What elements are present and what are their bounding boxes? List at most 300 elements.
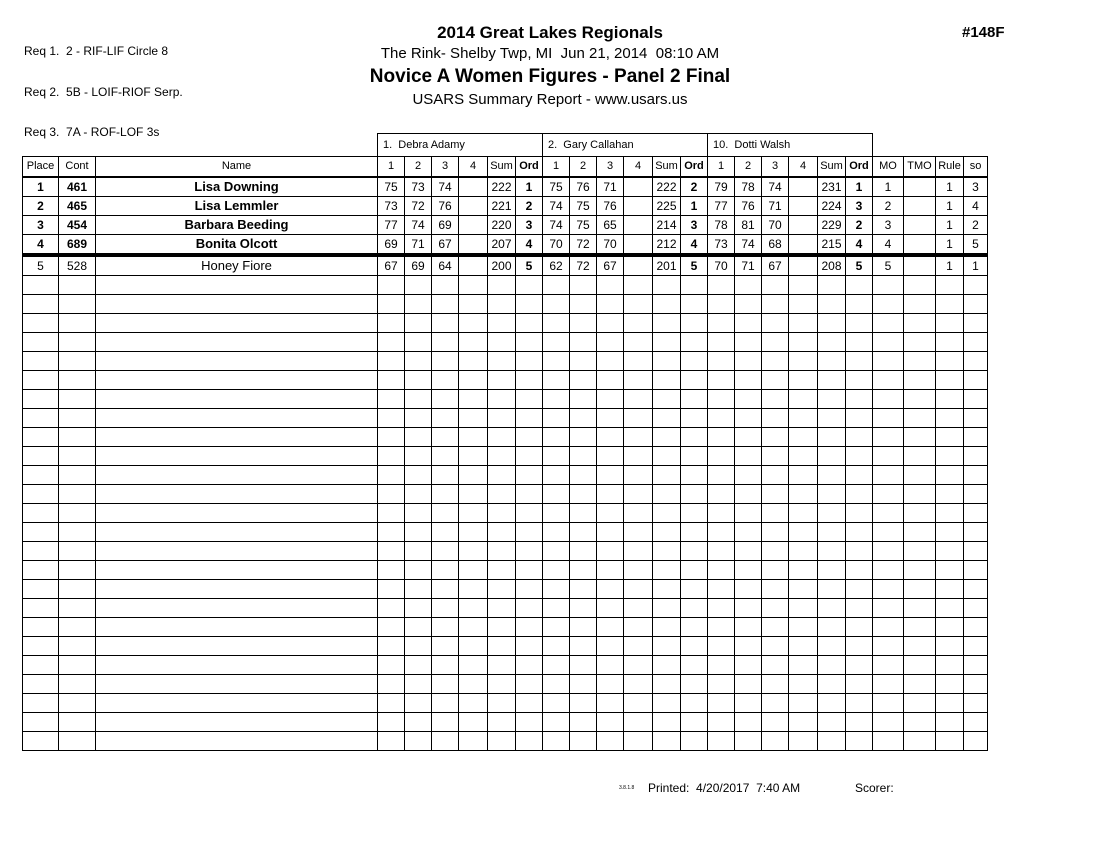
score-cell <box>543 560 570 579</box>
score-cell <box>459 503 488 522</box>
score-cell <box>378 712 405 731</box>
result-row <box>23 196 988 215</box>
place-cell <box>23 636 59 655</box>
so-cell <box>964 541 988 560</box>
rule-cell <box>936 541 964 560</box>
score-cell <box>405 446 432 465</box>
ord-cell <box>681 712 708 731</box>
ord-cell <box>516 712 543 731</box>
results-table <box>22 133 988 751</box>
score-cell <box>459 313 488 332</box>
sum-cell <box>653 598 681 617</box>
score-cell <box>432 541 459 560</box>
mo-cell <box>873 408 904 427</box>
sum-cell <box>653 465 681 484</box>
name-cell <box>96 351 378 370</box>
tmo-cell <box>904 674 936 693</box>
score-cell <box>543 275 570 294</box>
col-header-2: 2 <box>570 157 597 177</box>
ord-cell <box>681 427 708 446</box>
score-cell: 74 <box>405 215 432 234</box>
ord-cell: 5 <box>516 255 543 276</box>
sum-cell <box>818 294 846 313</box>
score-cell <box>459 541 488 560</box>
score-cell <box>570 389 597 408</box>
score-cell <box>432 313 459 332</box>
score-cell: 79 <box>708 177 735 197</box>
score-cell: 65 <box>597 215 624 234</box>
sum-cell <box>818 674 846 693</box>
ord-cell <box>846 693 873 712</box>
col-header-sum: Sum <box>488 157 516 177</box>
tmo-cell <box>904 484 936 503</box>
score-cell <box>762 389 789 408</box>
score-cell <box>624 731 653 750</box>
tmo-cell <box>904 370 936 389</box>
ord-cell <box>681 560 708 579</box>
score-cell <box>597 522 624 541</box>
score-cell <box>624 389 653 408</box>
score-cell: 76 <box>432 196 459 215</box>
ord-cell <box>681 617 708 636</box>
cont-cell: 465 <box>59 196 96 215</box>
score-cell <box>405 655 432 674</box>
ord-cell <box>681 503 708 522</box>
so-cell <box>964 332 988 351</box>
score-cell: 72 <box>570 234 597 255</box>
ord-cell <box>681 693 708 712</box>
sum-cell <box>653 351 681 370</box>
name-cell <box>96 636 378 655</box>
judge-1-name: 1. Debra Adamy <box>378 134 543 157</box>
score-cell <box>432 674 459 693</box>
score-cell <box>708 598 735 617</box>
sum-cell <box>488 598 516 617</box>
place-cell <box>23 693 59 712</box>
place-cell <box>23 712 59 731</box>
score-cell <box>735 636 762 655</box>
score-cell <box>789 313 818 332</box>
score-cell <box>708 351 735 370</box>
score-cell <box>735 674 762 693</box>
score-cell <box>735 655 762 674</box>
name-cell <box>96 674 378 693</box>
score-cell <box>762 275 789 294</box>
score-cell <box>378 294 405 313</box>
cont-cell <box>59 731 96 750</box>
score-cell <box>459 636 488 655</box>
score-cell <box>789 693 818 712</box>
score-cell: 71 <box>762 196 789 215</box>
score-cell <box>459 484 488 503</box>
mo-cell <box>873 598 904 617</box>
score-cell <box>432 370 459 389</box>
name-cell <box>96 693 378 712</box>
ord-cell: 1 <box>681 196 708 215</box>
tmo-cell <box>904 522 936 541</box>
score-cell <box>459 215 488 234</box>
ord-cell <box>516 427 543 446</box>
score-cell: 67 <box>432 234 459 255</box>
score-cell <box>762 503 789 522</box>
sum-cell <box>653 560 681 579</box>
ord-cell <box>516 275 543 294</box>
score-cell <box>543 655 570 674</box>
sum-cell <box>653 731 681 750</box>
mo-cell <box>873 674 904 693</box>
col-header-mo: MO <box>873 157 904 177</box>
score-cell <box>405 332 432 351</box>
sum-cell <box>818 598 846 617</box>
so-cell <box>964 484 988 503</box>
sum-cell <box>488 332 516 351</box>
ord-cell <box>681 579 708 598</box>
score-cell <box>708 370 735 389</box>
score-cell <box>762 332 789 351</box>
name-cell <box>96 389 378 408</box>
score-cell: 68 <box>762 234 789 255</box>
event-title: Novice A Women Figures - Panel 2 Final <box>369 66 731 87</box>
score-cell <box>543 712 570 731</box>
mo-cell <box>873 731 904 750</box>
so-cell <box>964 598 988 617</box>
ord-cell <box>846 560 873 579</box>
so-cell <box>964 446 988 465</box>
report-header <box>0 22 1100 110</box>
place-cell: 2 <box>23 196 59 215</box>
score-cell <box>543 294 570 313</box>
sum-cell <box>488 636 516 655</box>
empty-row <box>23 731 988 750</box>
rule-cell <box>936 427 964 446</box>
score-cell <box>708 465 735 484</box>
score-cell <box>459 731 488 750</box>
score-cell <box>459 712 488 731</box>
empty-row <box>23 351 988 370</box>
ord-cell <box>516 579 543 598</box>
sum-cell <box>653 674 681 693</box>
ord-cell <box>846 503 873 522</box>
score-cell <box>405 617 432 636</box>
ord-cell: 2 <box>846 215 873 234</box>
score-cell <box>789 503 818 522</box>
empty-row <box>23 655 988 674</box>
score-cell: 67 <box>378 255 405 276</box>
col-header-3: 3 <box>597 157 624 177</box>
name-cell: Barbara Beeding <box>96 215 378 234</box>
ord-cell <box>846 465 873 484</box>
requirement-line: Req 3. 7A - ROF-LOF 3s <box>24 125 160 139</box>
score-cell <box>597 275 624 294</box>
score-cell <box>624 541 653 560</box>
score-cell <box>432 617 459 636</box>
sum-cell: 229 <box>818 215 846 234</box>
sum-cell: 220 <box>488 215 516 234</box>
score-cell <box>735 617 762 636</box>
rule-cell <box>936 332 964 351</box>
score-cell <box>624 215 653 234</box>
score-cell <box>735 598 762 617</box>
score-cell <box>543 674 570 693</box>
judge-3-name: 10. Dotti Walsh <box>708 134 873 157</box>
ord-cell <box>681 389 708 408</box>
score-cell: 71 <box>597 177 624 197</box>
score-cell <box>708 503 735 522</box>
rule-cell <box>936 294 964 313</box>
name-cell <box>96 617 378 636</box>
place-cell <box>23 313 59 332</box>
ord-cell <box>846 484 873 503</box>
score-cell <box>405 313 432 332</box>
score-cell: 73 <box>378 196 405 215</box>
score-cell <box>432 579 459 598</box>
score-cell <box>624 427 653 446</box>
mo-cell <box>873 389 904 408</box>
score-cell <box>597 389 624 408</box>
so-cell: 1 <box>964 255 988 276</box>
ord-cell <box>681 275 708 294</box>
score-cell <box>735 294 762 313</box>
score-cell <box>459 234 488 255</box>
sum-cell <box>818 503 846 522</box>
ord-cell: 3 <box>846 196 873 215</box>
cont-cell <box>59 617 96 636</box>
ord-cell <box>681 731 708 750</box>
ord-cell <box>681 636 708 655</box>
empty-row <box>23 712 988 731</box>
score-cell <box>708 731 735 750</box>
score-cell <box>624 446 653 465</box>
sum-cell <box>653 389 681 408</box>
sum-cell <box>818 408 846 427</box>
score-cell <box>708 332 735 351</box>
tmo-cell <box>904 408 936 427</box>
column-header-row <box>23 157 988 177</box>
score-cell: 70 <box>543 234 570 255</box>
place-cell <box>23 370 59 389</box>
sum-cell <box>653 408 681 427</box>
place-cell <box>23 617 59 636</box>
printed-timestamp: Printed: 4/20/2017 7:40 AM <box>648 781 801 795</box>
score-cell <box>378 503 405 522</box>
judge-header-row <box>23 134 988 157</box>
name-cell <box>96 503 378 522</box>
sum-cell <box>488 522 516 541</box>
score-cell: 74 <box>543 196 570 215</box>
score-cell <box>762 655 789 674</box>
score-cell <box>597 731 624 750</box>
score-cell <box>405 275 432 294</box>
score-cell <box>378 598 405 617</box>
score-cell: 77 <box>708 196 735 215</box>
score-cell <box>432 389 459 408</box>
score-cell <box>543 446 570 465</box>
place-cell <box>23 560 59 579</box>
score-cell: 73 <box>405 177 432 197</box>
mo-cell <box>873 636 904 655</box>
sum-cell <box>488 731 516 750</box>
ord-cell <box>846 617 873 636</box>
score-cell <box>624 598 653 617</box>
sum-cell <box>488 655 516 674</box>
ord-cell <box>846 332 873 351</box>
score-cell <box>570 275 597 294</box>
place-cell <box>23 541 59 560</box>
report-type-line: USARS Summary Report - www.usars.us <box>412 91 688 108</box>
empty-row <box>23 446 988 465</box>
tmo-cell <box>904 389 936 408</box>
score-cell <box>789 598 818 617</box>
score-cell <box>789 674 818 693</box>
score-cell: 76 <box>735 196 762 215</box>
cont-cell <box>59 446 96 465</box>
rule-cell <box>936 655 964 674</box>
cont-cell <box>59 332 96 351</box>
requirement-line: Req 1. 2 - RIF-LIF Circle 8 <box>24 44 169 58</box>
score-cell: 72 <box>570 255 597 276</box>
name-cell <box>96 655 378 674</box>
col-header-4: 4 <box>459 157 488 177</box>
score-cell <box>432 294 459 313</box>
results-tbody <box>23 177 988 751</box>
sum-cell: 212 <box>653 234 681 255</box>
name-cell <box>96 332 378 351</box>
col-header-name: Name <box>96 157 378 177</box>
score-cell <box>597 446 624 465</box>
tmo-cell <box>904 294 936 313</box>
rule-cell <box>936 446 964 465</box>
score-cell <box>624 674 653 693</box>
score-cell: 72 <box>405 196 432 215</box>
place-cell <box>23 275 59 294</box>
ord-cell <box>516 294 543 313</box>
score-cell <box>378 446 405 465</box>
ord-cell <box>681 294 708 313</box>
place-cell <box>23 389 59 408</box>
score-cell <box>543 598 570 617</box>
score-cell <box>624 655 653 674</box>
mo-cell <box>873 617 904 636</box>
mo-cell <box>873 446 904 465</box>
mo-cell <box>873 465 904 484</box>
mo-cell <box>873 579 904 598</box>
col-header-sum: Sum <box>653 157 681 177</box>
sum-cell <box>818 522 846 541</box>
so-cell <box>964 427 988 446</box>
score-cell: 62 <box>543 255 570 276</box>
score-cell: 71 <box>405 234 432 255</box>
score-cell: 75 <box>378 177 405 197</box>
sum-cell <box>653 294 681 313</box>
score-cell: 73 <box>708 234 735 255</box>
result-row <box>23 177 988 197</box>
score-cell <box>543 693 570 712</box>
score-cell <box>378 351 405 370</box>
cont-cell <box>59 560 96 579</box>
score-cell <box>735 522 762 541</box>
sum-cell <box>818 427 846 446</box>
score-cell <box>735 389 762 408</box>
judge-2-name: 2. Gary Callahan <box>543 134 708 157</box>
cont-cell <box>59 655 96 674</box>
score-cell <box>708 484 735 503</box>
ord-cell <box>846 275 873 294</box>
score-cell <box>459 693 488 712</box>
ord-cell <box>516 389 543 408</box>
cont-cell <box>59 503 96 522</box>
rule-cell: 1 <box>936 234 964 255</box>
ord-cell: 1 <box>846 177 873 197</box>
ord-cell <box>516 560 543 579</box>
score-cell <box>597 598 624 617</box>
sum-cell: 215 <box>818 234 846 255</box>
cont-cell <box>59 389 96 408</box>
col-header-3: 3 <box>762 157 789 177</box>
ord-cell <box>516 465 543 484</box>
score-cell <box>789 427 818 446</box>
sum-cell <box>653 313 681 332</box>
ord-cell <box>516 655 543 674</box>
score-cell: 69 <box>405 255 432 276</box>
score-cell: 69 <box>432 215 459 234</box>
sum-cell <box>488 275 516 294</box>
score-cell <box>378 275 405 294</box>
sum-cell: 222 <box>488 177 516 197</box>
sum-cell: 207 <box>488 234 516 255</box>
score-cell <box>762 351 789 370</box>
rule-cell <box>936 465 964 484</box>
score-cell <box>432 408 459 427</box>
score-cell <box>597 503 624 522</box>
score-cell <box>570 522 597 541</box>
mo-cell <box>873 484 904 503</box>
score-cell: 70 <box>708 255 735 276</box>
score-cell <box>624 351 653 370</box>
ord-cell <box>846 712 873 731</box>
score-cell <box>459 196 488 215</box>
score-cell <box>378 560 405 579</box>
mo-cell <box>873 522 904 541</box>
rule-cell <box>936 484 964 503</box>
col-header-tmo: TMO <box>904 157 936 177</box>
score-cell <box>789 408 818 427</box>
mo-cell: 5 <box>873 255 904 276</box>
score-cell <box>543 541 570 560</box>
score-cell <box>762 617 789 636</box>
cont-cell <box>59 294 96 313</box>
score-cell <box>459 408 488 427</box>
score-cell <box>735 712 762 731</box>
sum-cell <box>488 408 516 427</box>
cont-cell <box>59 427 96 446</box>
sum-cell <box>653 541 681 560</box>
ord-cell <box>681 598 708 617</box>
score-cell <box>378 617 405 636</box>
sum-cell <box>488 313 516 332</box>
mo-cell <box>873 332 904 351</box>
score-cell <box>543 370 570 389</box>
score-cell <box>762 598 789 617</box>
score-cell <box>378 636 405 655</box>
cont-cell <box>59 484 96 503</box>
score-cell <box>597 617 624 636</box>
ord-cell <box>516 503 543 522</box>
software-version: 3.8.1.8 <box>619 785 635 791</box>
tmo-cell <box>904 503 936 522</box>
score-cell <box>789 484 818 503</box>
rule-cell: 1 <box>936 255 964 276</box>
name-cell <box>96 579 378 598</box>
